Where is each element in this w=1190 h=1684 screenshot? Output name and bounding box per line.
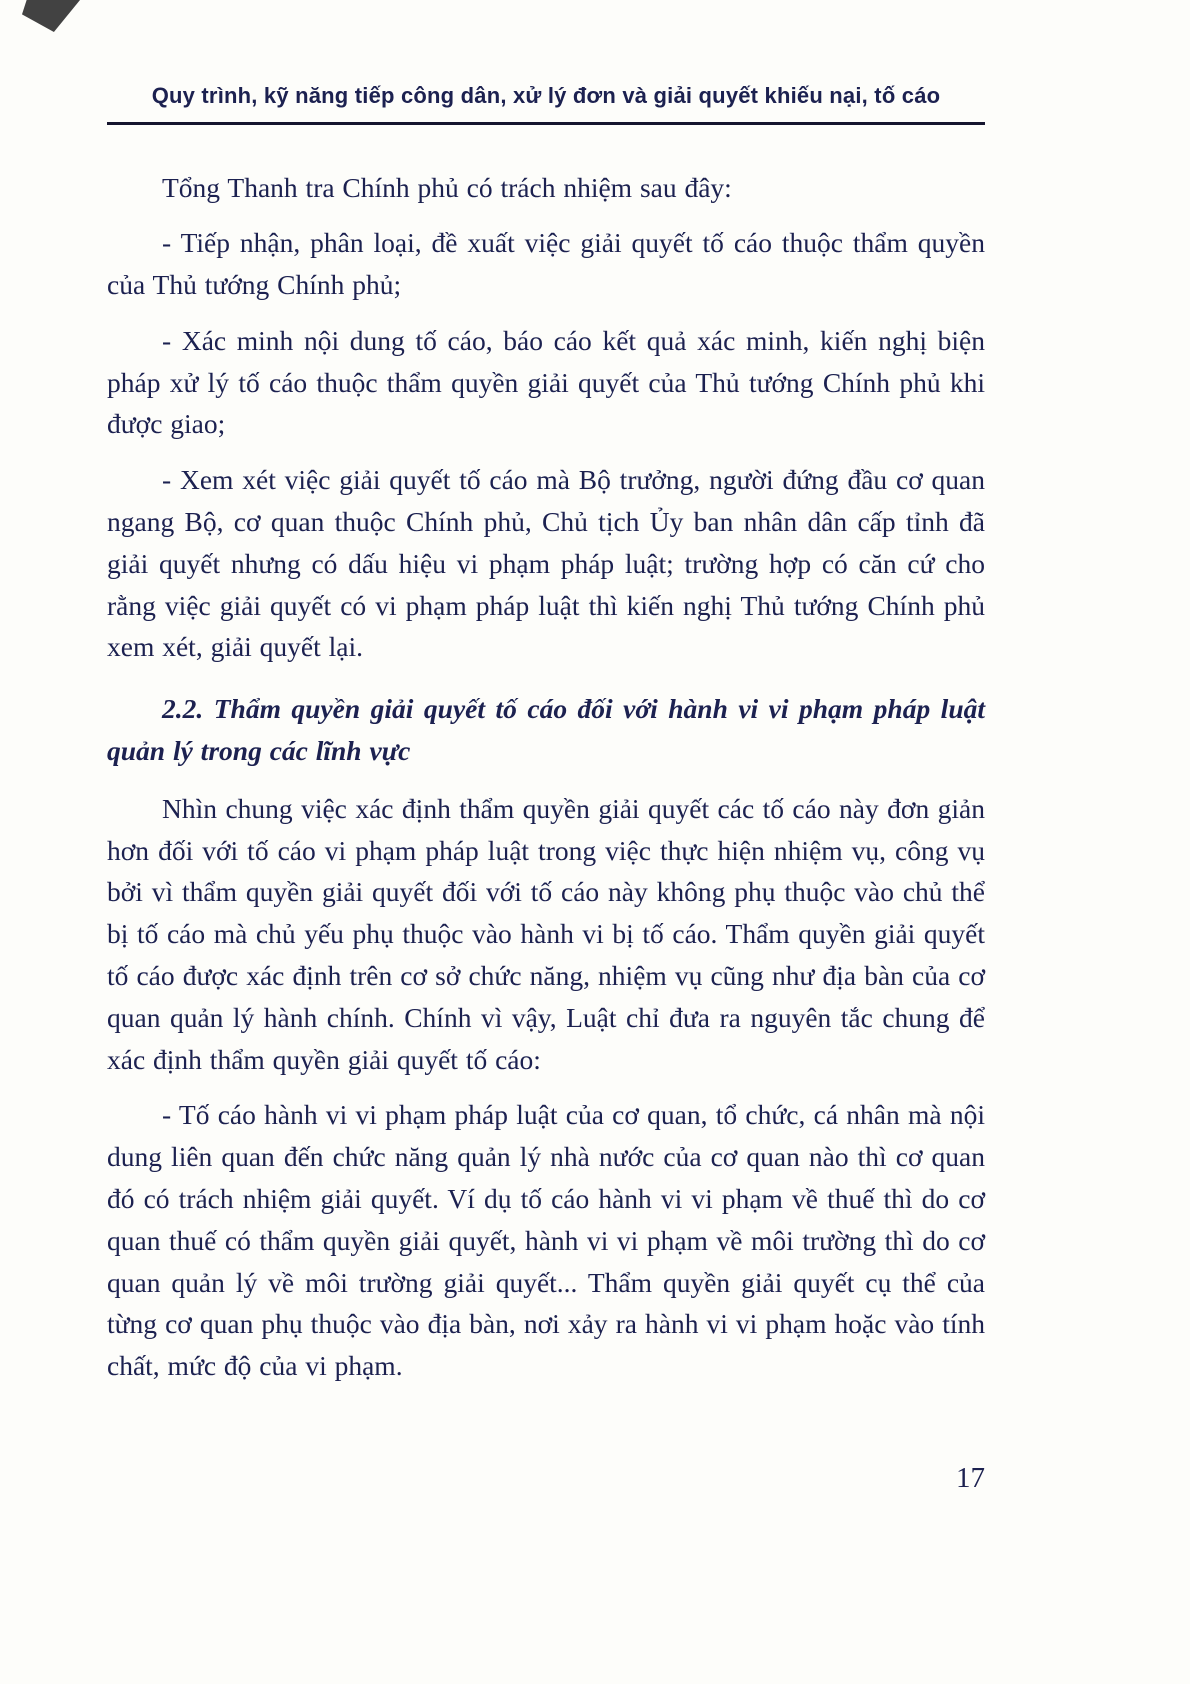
paragraph-intro: Tổng Thanh tra Chính phủ có trách nhiệm sau đây: <box>162 171 732 203</box>
paragraph-dash-item-4: - Tố cáo hành vi vi phạm pháp luật của cơ quan, tổ chức, cá nhân mà nội dung liên quan đến chức năng quản lý nhà nước của cơ quan nào thì cơ quan đó có trách nhiệm giải quyết. Ví dụ tố cáo hành vi vi phạm về thuế thì do cơ quan thuế có thẩm quyền giải quyết, hành vi vi phạm về môi trường thì do cơ quan quản lý về môi trường giải quyết... Thẩm quyền giải quyết cụ thể của từng cơ quan phụ thuộc vào địa bàn, nơi xảy ra hành vi vi phạm hoặc vào tính chất, mức độ của vi phạm. <box>107 1099 985 1382</box>
paragraph-dash-item-3: - Xem xét việc giải quyết tố cáo mà Bộ trưởng, người đứng đầu cơ quan ngang Bộ, cơ quan thuộc Chính phủ, Chủ tịch Ủy ban nhân dân cấp tỉnh đã giải quyết nhưng có dấu hiệu vi phạm pháp luật; trường hợp có căn cứ cho rằng việc giải quyết có vi phạm pháp luật thì kiến nghị Thủ tướng Chính phủ xem xét, giải quyết lại. <box>107 464 985 663</box>
page-body <box>107 167 985 1388</box>
paragraph-section-intro: Nhìn chung việc xác định thẩm quyền giải quyết các tố cáo này đơn giản hơn đối với tố cáo vi phạm pháp luật trong việc thực hiện nhiệm vụ, công vụ bởi vì thẩm quyền giải quyết đối với tố cáo này không phụ thuộc vào chủ thể bị tố cáo mà chủ yếu phụ thuộc vào hành vi bị tố cáo. Thẩm quyền giải quyết tố cáo được xác định trên cơ sở chức năng, nhiệm vụ cũng như địa bàn của cơ quan quản lý hành chính. Chính vì vậy, Luật chỉ đưa ra nguyên tắc chung để xác định thẩm quyền giải quyết tố cáo: <box>107 792 985 1075</box>
paragraph-dash-item-2: - Xác minh nội dung tố cáo, báo cáo kết quả xác minh, kiến nghị biện pháp xử lý tố cáo thuộc thẩm quyền giải quyết của Thủ tướng Chính phủ khi được giao; <box>107 324 985 440</box>
page-number: 17 <box>956 1462 985 1494</box>
page-header <box>107 82 985 125</box>
running-header-title: Quy trình, kỹ năng tiếp công dân, xử lý đơn và giải quyết khiếu nại, tố cáo <box>151 83 941 108</box>
scan-corner-artifact <box>22 0 80 32</box>
paragraph-dash-item-1: - Tiếp nhận, phân loại, đề xuất việc giải quyết tố cáo thuộc thẩm quyền của Thủ tướng Chính phủ; <box>107 227 985 301</box>
header-rule <box>107 122 985 125</box>
section-heading: 2.2. Thẩm quyền giải quyết tố cáo đối với hành vi vi phạm pháp luật quản lý trong các lĩnh vực <box>107 693 985 767</box>
